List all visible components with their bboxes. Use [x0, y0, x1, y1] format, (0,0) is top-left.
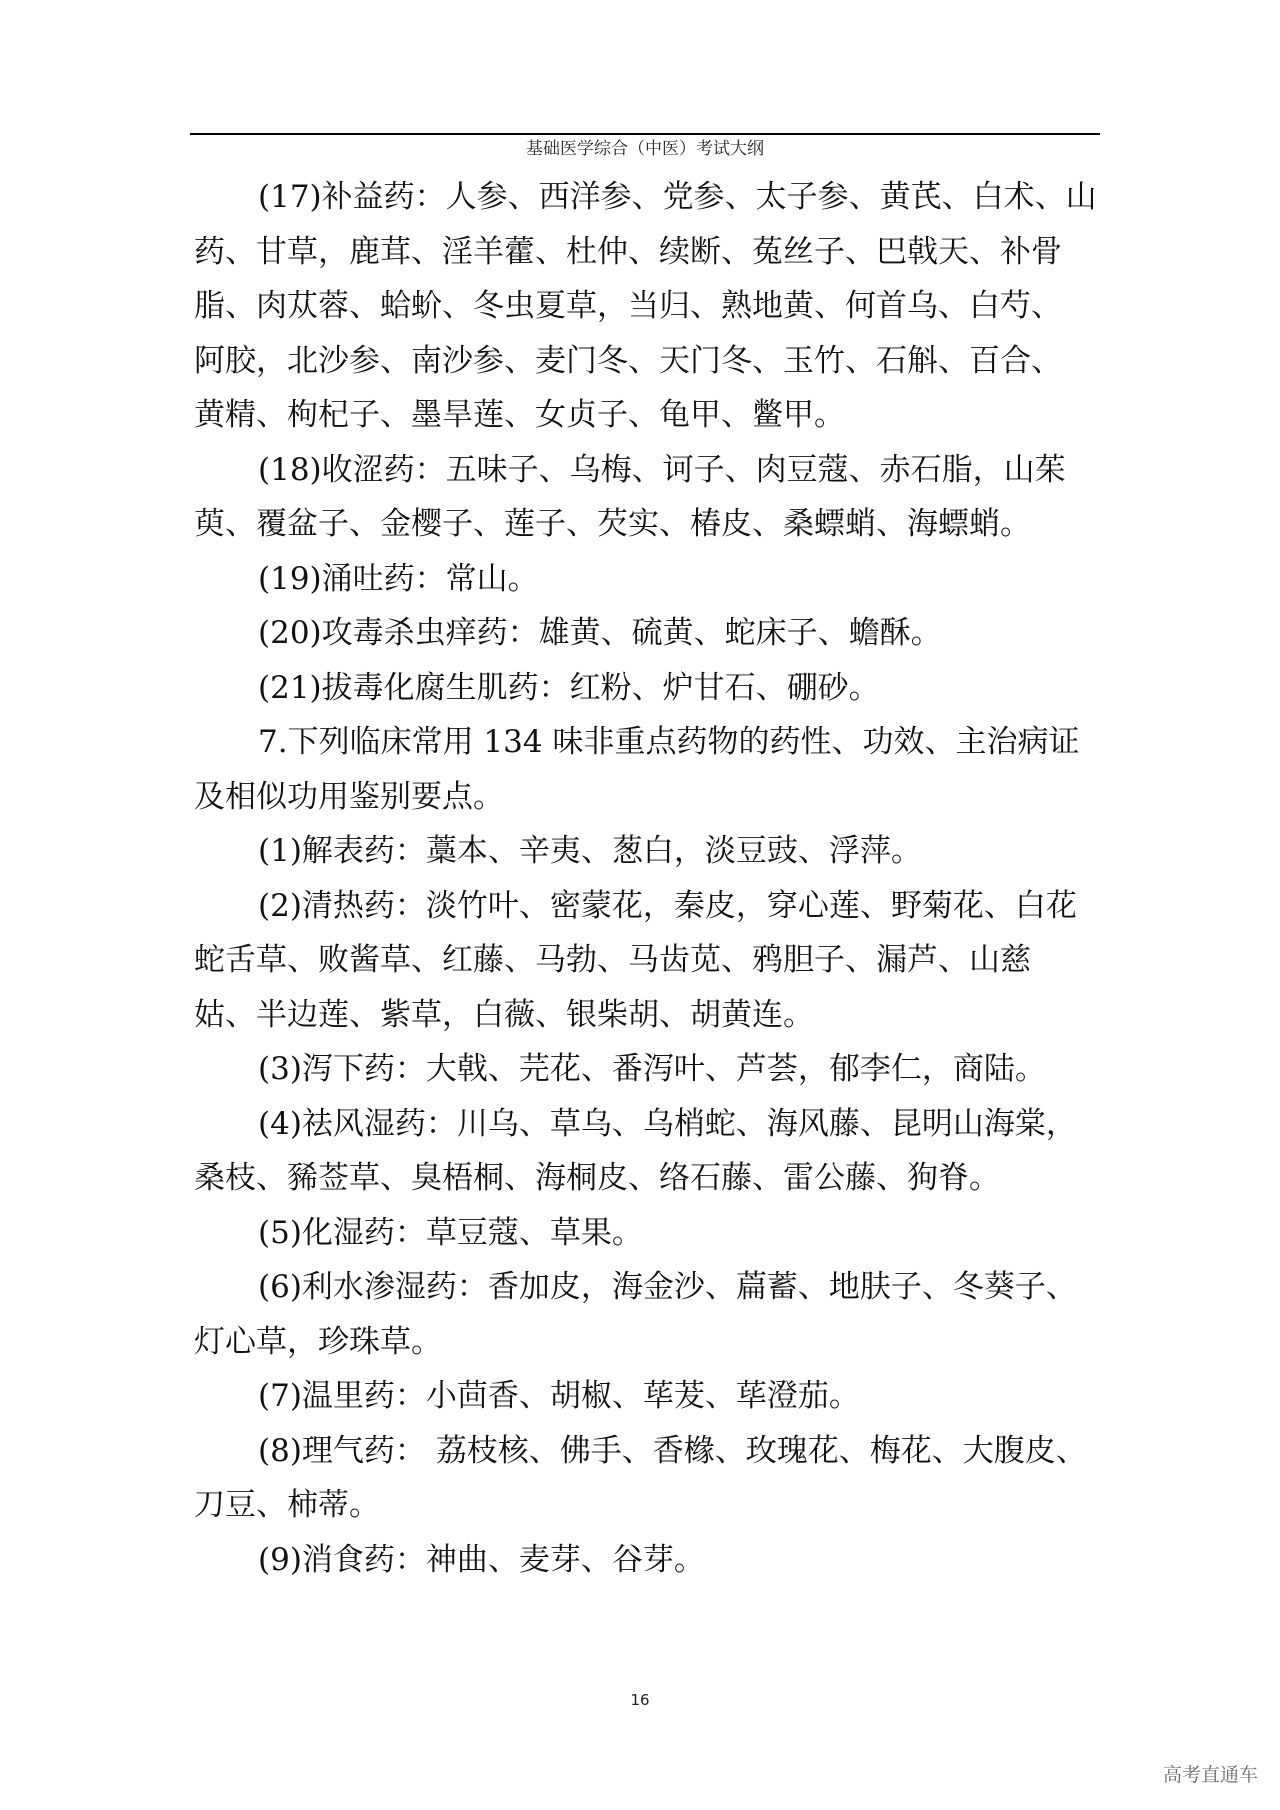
paragraph-line: 蛇舌草、败酱草、红藤、马勃、马齿苋、鸦胆子、漏芦、山慈	[194, 942, 1031, 978]
watermark-text: 高考直通车	[1162, 1764, 1258, 1786]
paragraph-line: 脂、肉苁蓉、蛤蚧、冬虫夏草，当归、熟地黄、何首乌、白芍、	[194, 288, 1062, 324]
paragraph-first-line: (1)解表药：藁本、辛夷、葱白，淡豆豉、浮萍。	[258, 833, 922, 869]
paragraph-line: 桑枝、豨莶草、臭梧桐、海桐皮、络石藤、雷公藤、狗脊。	[194, 1160, 1000, 1196]
paragraph-line: 姑、半边莲、紫草，白薇、银柴胡、胡黄连。	[194, 996, 814, 1033]
paragraph-line: 及相似功用鉴别要点。	[194, 778, 504, 815]
paragraph-line: 药、甘草，鹿茸、淫羊藿、杜仲、续断、菟丝子、巴戟天、补骨	[194, 233, 1062, 270]
paragraph-line: 萸、覆盆子、金樱子、莲子、芡实、椿皮、桑螵蛸、海螵蛸。	[194, 506, 1031, 542]
paragraph-line: 灯心草，珍珠草。	[194, 1323, 442, 1360]
page-number: 16	[630, 1691, 650, 1709]
paragraph-first-line: (20)攻毒杀虫痒药：雄黄、硫黄、蛇床子、蟾酥。	[258, 615, 942, 651]
paragraph-line: 刀豆、柿蒂。	[194, 1487, 380, 1523]
paragraph-first-line: (18)收涩药：五味子、乌梅、诃子、肉豆蔻、赤石脂，山茱	[258, 451, 1066, 488]
paragraph-first-line: (3)泻下药：大戟、芫花、番泻叶、芦荟，郁李仁，商陆。	[258, 1051, 1046, 1087]
paragraph-first-line: (5)化湿药：草豆蔻、草果。	[258, 1214, 643, 1251]
paragraph-first-line: (7)温里药：小茴香、胡椒、荜茇、荜澄茄。	[258, 1378, 860, 1414]
document-body	[194, 170, 1130, 1587]
paragraph-first-line: (19)涌吐药：常山。	[258, 560, 539, 597]
paragraph-first-line: (4)祛风湿药：川乌、草乌、乌梢蛇、海风藤、昆明山海棠，	[258, 1105, 1077, 1142]
paragraph-first-line: (8)理气药： 荔枝核、佛手、香橼、玫瑰花、梅花、大腹皮、	[258, 1432, 1087, 1469]
paragraph-first-line: (17)补益药：人参、西洋参、党参、太子参、黄芪、白术、山	[258, 179, 1097, 215]
paragraph-first-line: (2)清热药：淡竹叶、密蒙花，秦皮，穿心莲、野菊花、白花	[258, 887, 1077, 924]
header-rule	[190, 133, 1100, 135]
paragraph-first-line: (21)拔毒化腐生肌药：红粉、炉甘石、硼砂。	[258, 669, 880, 706]
paragraph-first-line: (9)消食药：神曲、麦芽、谷芽。	[258, 1541, 705, 1578]
header-title: 基础医学综合（中医）考试大纲	[526, 139, 764, 159]
paragraph-line: 黄精、枸杞子、墨旱莲、女贞子、龟甲、鳖甲。	[194, 397, 845, 433]
paragraph-line: 阿胶，北沙参、南沙参、麦门冬、天门冬、玉竹、石斛、百合、	[194, 342, 1062, 379]
paragraph-first-line: 7.下列临床常用 134 味非重点药物的药性、功效、主治病证	[258, 724, 1080, 760]
paragraph-first-line: (6)利水渗湿药：香加皮，海金沙、萹蓄、地肤子、冬葵子、	[258, 1269, 1077, 1305]
